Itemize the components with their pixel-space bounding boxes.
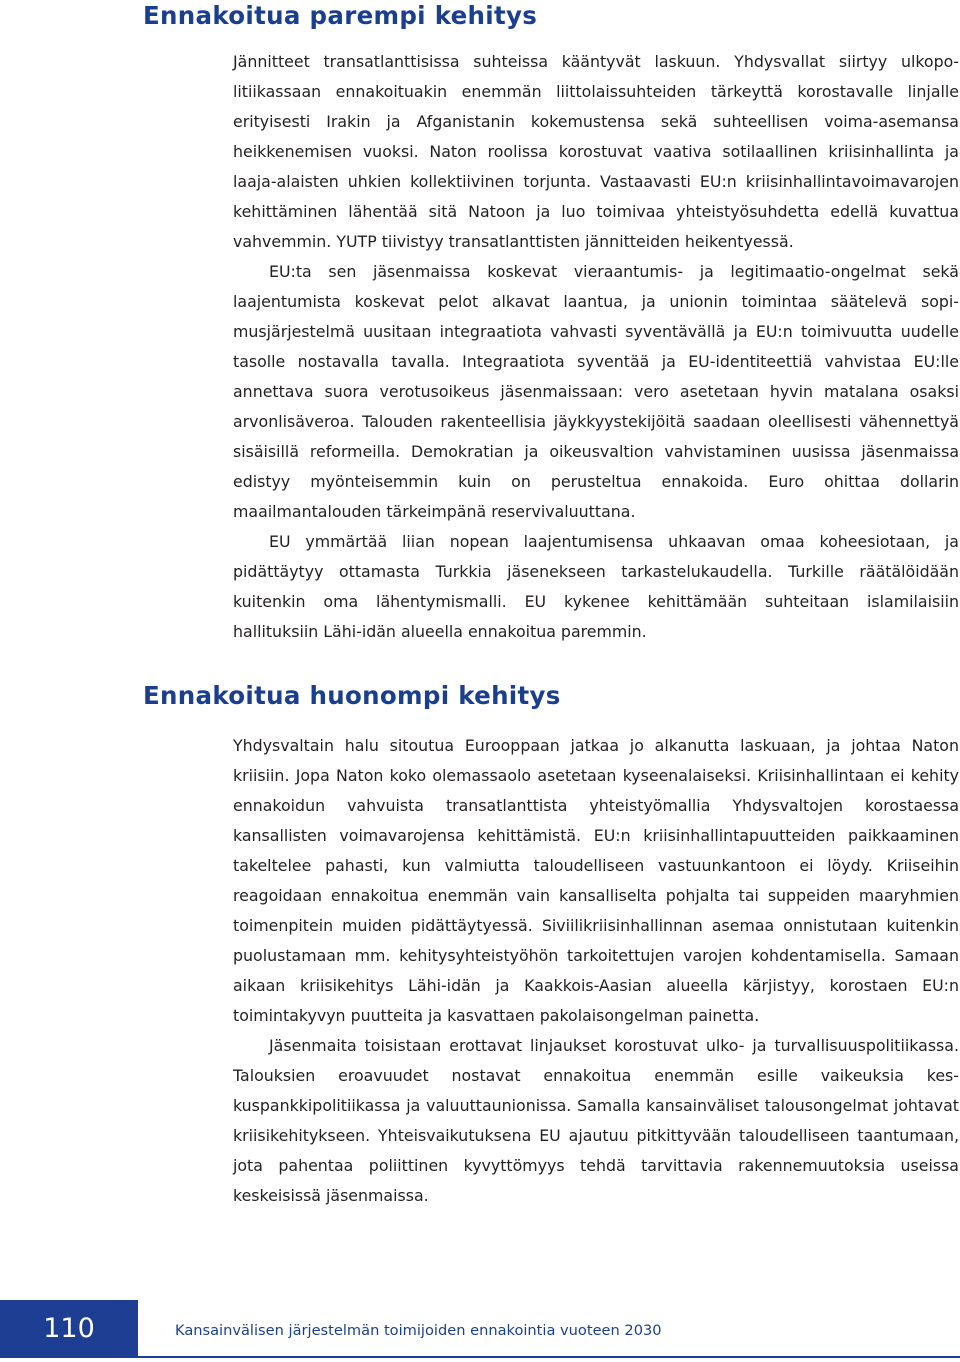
paragraph: Jäsenmaita toisistaan erottavat linjaukset korostuvat ulko- ja turvallisuuspolitiikassa. Talouksien eroavuudet nostavat ennakoitua enemmän esille vaikeuksia keskuspankkipolitiikassa ja valuuttaunionissa. Samalla kansainväliset talousongelmat johtavat kriisikehitykseen. Yhteisvaikutuksena EU ajautuu pitkittyvään taloudelliseen taantumaan, jota pahentaa poliittinen kyvyttömyys tehdä tarvittavia rakennemuutoksia useissa keskeisissä jäsenmaissa. xyxy=(233,1036,959,1205)
paragraph: Yhdysvaltain halu sitoutua Eurooppaan jatkaa jo alkanutta laskuaan, ja johtaa Naton kriisiin. Jopa Naton koko olemassaolo asetetaan kyseenalaiseksi. Kriisinhallintaan ei kehity ennakoidun vahvuista transatlanttista yhteistyömallia Yhdysvaltojen korostaessa kansallisten voimavarojensa kehittämistä. EU:n kriisinhallintapuutteiden paikkaaminen takeltelee pahasti, kun valmiutta taloudelliseen vastuunkantoon ei löydy. Kriiseihin reagoidaan ennakoitua enemmän vain kansalliselta pohjalta tai suppeiden maaryhmien toimenpitein muiden pidättäytyessä. Siviilikriisinhallinnan asemaa onnistutaan kuitenkin puolustamaan mm. kehitysyhteistyöhön tarkoitettujen varojen kohdentamisella. Samaan aikaan kriisikehitys Lähi-idän ja Kaakkois-Aasian alueella kärjistyy, korostaen EU:n toimintakyvyn puutteita ja kasvattaen pakolaisongelman painetta. xyxy=(233,736,959,1025)
section-heading-worse-development: Ennakoitua huonompi kehitys xyxy=(143,681,561,710)
section-body-better-development xyxy=(233,47,959,647)
running-footer-title: Kansainvälisen järjestelmän toimijoiden ennakointia vuoteen 2030 xyxy=(175,1322,662,1339)
footer-rule xyxy=(138,1356,960,1358)
paragraph: EU:ta sen jäsenmaissa koskevat vieraantumis- ja legitimaatio-ongelmat sekä laajentumista koskevat pelot alkavat laantua, ja unionin toimintaa säätelevä sopimusjärjestelmä uusitaan integraatiota vahvasti syventävällä ja EU:n toimivuutta uudelle tasolle nostavalla tavalla. Integraatiota syventää ja EU-identiteettiä vahvistaa EU:lle annettava suora verotusoikeus jäsenmaissaan: vero asetetaan hyvin matalana osaksi arvonlisäveroa. Talouden rakenteellisia jäykkyystekijöitä saadaan oleellisesti vähennettyä sisäisillä reformeilla. Demokratian ja oikeusvaltion vahvistaminen uusissa jäsenmaissa edistyy myönteisemmin kuin on perusteltua ennakoida. Euro ohittaa dollarin maailmantalouden tärkeimpänä reservivaluuttana. xyxy=(233,262,959,521)
paragraph: EU ymmärtää liian nopean laajentumisensa uhkaavan omaa koheesiotaan, ja pidättäytyy ottamasta Turkkia jäsenekseen tarkastelukaudella. Turkille räätälöidään kuitenkin oma lähentymismalli. EU kykenee kehittämään suhteitaan islamilaisiin hallituksiin Lähi-idän alueella ennakoitua paremmin. xyxy=(233,532,959,641)
section-heading-better-development: Ennakoitua parempi kehitys xyxy=(143,1,538,30)
page-number: 110 xyxy=(43,1313,95,1344)
section-body-worse-development xyxy=(233,731,959,1211)
paragraph: Jännitteet transatlanttisissa suhteissa kääntyvät laskuun. Yhdysvallat siirtyy ulkopolitiikassaan ennakoituakin enemmän liittolaissuhteiden tärkeyttä korostavalle linjalle erityisesti Irakin ja Afganistanin kokemustensa sekä suhteellisen voima-asemansa heikkenemisen vuoksi. Naton roolissa korostuvat vaativa sotilaallinen kriisinhallinta ja laaja-alaisten uhkien kollektiivinen torjunta. Vastaavasti EU:n kriisinhallintavoimavarojen kehittäminen lähentää sitä Natoon ja luo toimivaa yhteistyösuhdetta edellä kuvattua vahvemmin. YUTP tiivistyy transatlanttisten jännitteiden heikentyessä. xyxy=(233,52,959,251)
page-number-box xyxy=(0,1300,138,1358)
